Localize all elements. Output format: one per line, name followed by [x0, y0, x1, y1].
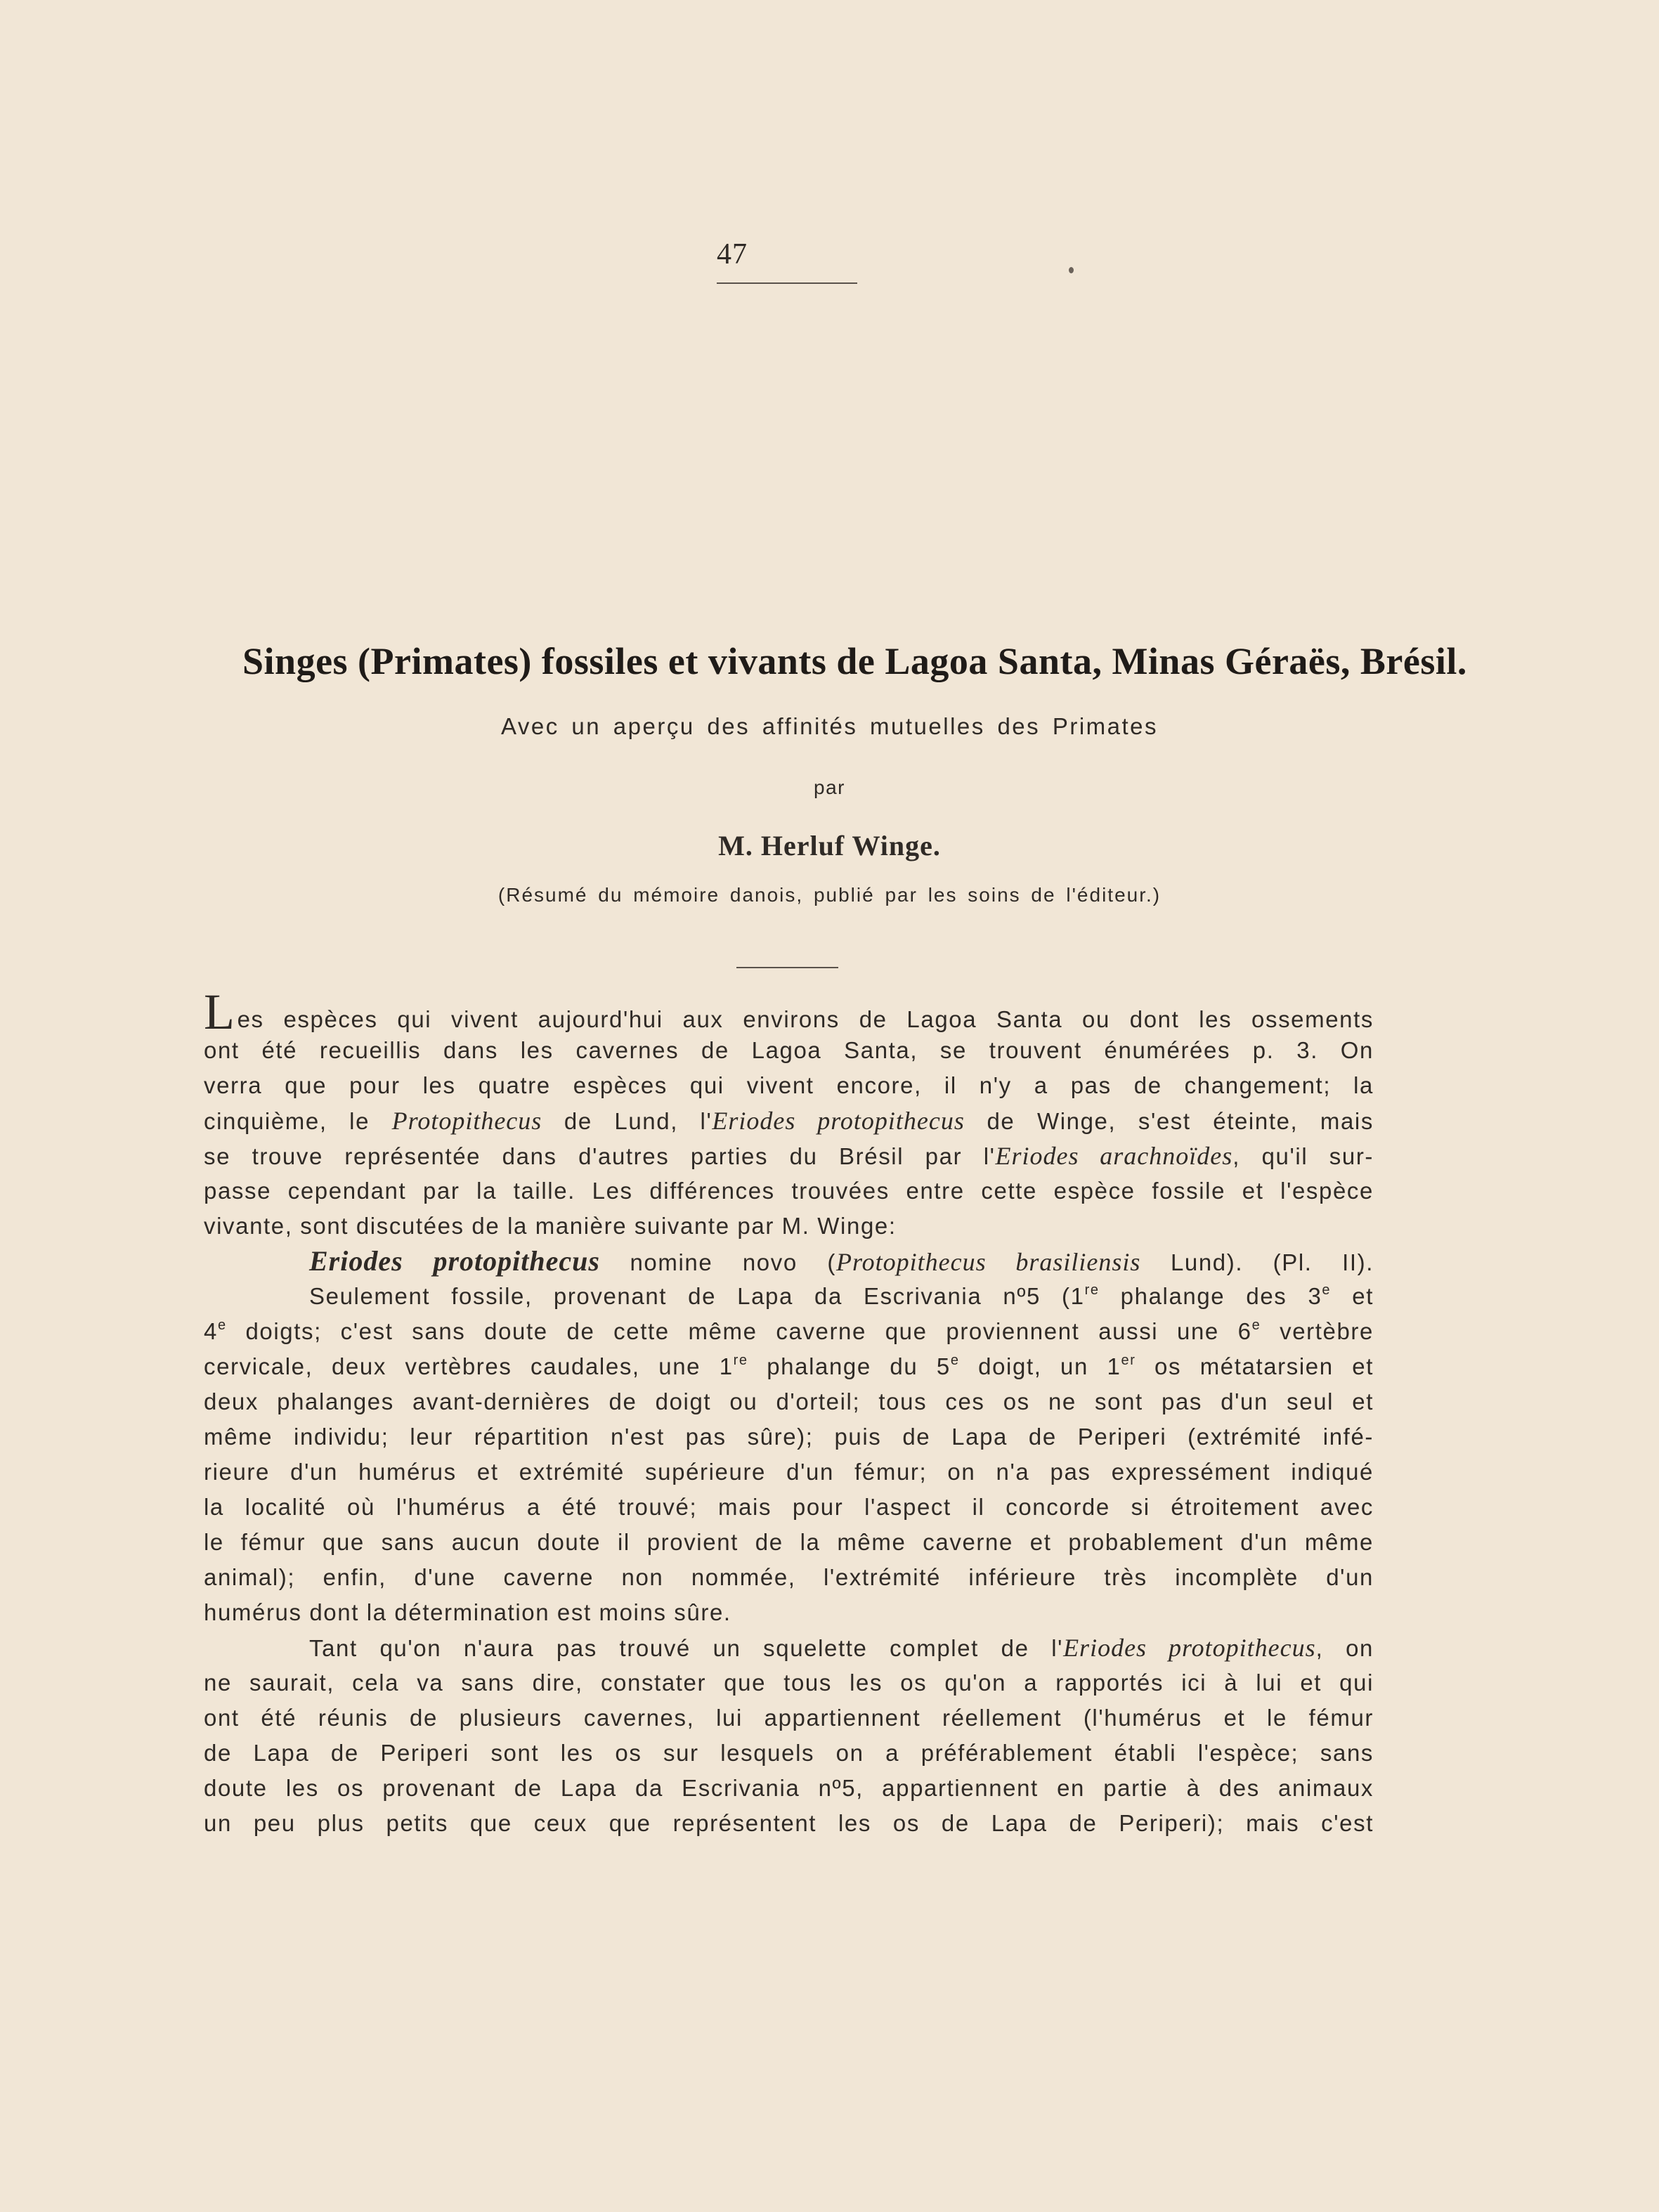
page-number: 47	[717, 238, 748, 271]
species-heading-name: Eriodes protopithecus	[309, 1245, 600, 1277]
paragraph-1-line: cinquième, le Protopithecus de Lund, l'Eriodes protopithecus de Winge, s'est éteinte, mais	[204, 1107, 1374, 1135]
page-number-rule	[717, 282, 857, 284]
paragraph-2-line: même individu; leur répartition n'est pas sûre); puis de Lapa de Periperi (extrémité infé-	[204, 1424, 1374, 1450]
paragraph-1-line: se trouve représentée dans d'autres parties du Brésil par l'Eriodes arachnoïdes, qu'il sur-	[204, 1142, 1374, 1170]
paragraph-2-line: le fémur que sans aucun doute il provient de la même caverne et probablement d'un même	[204, 1529, 1374, 1555]
paragraph-3-line: doute les os provenant de Lapa da Escrivania nº5, appartiennent en partie à des animaux	[204, 1775, 1374, 1801]
editor-note: (Résumé du mémoire danois, publié par les soins de l'éditeur.)	[497, 884, 1162, 906]
paragraph-1-line: ont été recueillis dans les cavernes de Lagoa Santa, se trouvent énumérées p. 3. On	[204, 1037, 1374, 1063]
paragraph-3-line: ont été réunis de plusieurs cavernes, lui appartiennent réellement (l'humérus et le fémur	[204, 1705, 1374, 1731]
paragraph-1-line: verra que pour les quatre espèces qui vivent encore, il n'y a pas de changement; la	[204, 1072, 1374, 1098]
paragraph-2-line: humérus dont la détermination est moins sûre.	[204, 1599, 731, 1625]
species-name: Eriodes protopithecus	[1063, 1634, 1316, 1662]
author-name: M. Herluf Winge.	[718, 830, 941, 861]
paragraph-2-line: Seulement fossile, provenant de Lapa da Escrivania nº5 (1re phalange des 3e et	[309, 1282, 1374, 1309]
article-title: Singes (Primates) fossiles et vivants de Lagoa Santa, Minas Géraës, Brésil.	[242, 640, 1467, 682]
paragraph-2-line: rieure d'un humérus et extrémité supérieure d'un fémur; on n'a pas expressément indiqué	[204, 1459, 1374, 1485]
paragraph-2-line: cervicale, deux vertèbres caudales, une 1re phalange du 5e doigt, un 1er os métatarsien et	[204, 1353, 1374, 1379]
paragraph-2-line: 4e doigts; c'est sans doute de cette même caverne que proviennent aussi une 6e vertèbre	[204, 1318, 1374, 1344]
paragraph-3-line: Tant qu'on n'aura pas trouvé un squelette complet de l'Eriodes protopithecus, on	[309, 1634, 1374, 1662]
paragraph-2-line: deux phalanges avant-dernières de doigt ou d'orteil; tous ces os ne sont pas d'un seul et	[204, 1388, 1374, 1414]
section-divider	[736, 967, 838, 968]
body-text	[204, 984, 1374, 1841]
paragraph-2-line: animal); enfin, d'une caverne non nommée, l'extrémité inférieure très incomplète d'un	[204, 1564, 1374, 1590]
synonym-name: Protopithecus brasiliensis	[835, 1248, 1141, 1276]
genus-name: Protopithecus	[391, 1107, 542, 1135]
species-name: Eriodes arachnoïdes	[995, 1142, 1233, 1170]
species-name: Eriodes protopithecus	[712, 1107, 965, 1135]
paragraph-1-line: Les espèces qui vivent aujourd'hui aux environs de Lagoa Santa ou dont les ossements	[204, 984, 1374, 1040]
paragraph-3-line: ne saurait, cela va sans dire, constater que tous les os qu'on a rapportés ici à lui et qui	[204, 1670, 1374, 1696]
paragraph-1-line: passe cependant par la taille. Les différences trouvées entre cette espèce fossile et l'espèce	[204, 1178, 1374, 1204]
paragraph-3-line: un peu plus petits que ceux que représentent les os de Lapa de Periperi); mais c'est	[204, 1810, 1374, 1836]
species-heading: Eriodes protopithecus nomine novo (Protopithecus brasiliensis Lund). (Pl. II).	[309, 1245, 1374, 1277]
paragraph-2-line: la localité où l'humérus a été trouvé; mais pour l'aspect il concorde si étroitement avec	[204, 1494, 1374, 1520]
print-speck	[1069, 267, 1074, 273]
byline-par: par	[814, 776, 845, 798]
article-subtitle: Avec un aperçu des affinités mutuelles des Primates	[500, 713, 1159, 739]
drop-cap: L	[204, 984, 236, 1040]
paragraph-1-line: vivante, sont discutées de la manière suivante par M. Winge:	[204, 1213, 897, 1239]
paragraph-3-line: de Lapa de Periperi sont les os sur lesquels on a préférablement établi l'espèce; sans	[204, 1740, 1374, 1766]
